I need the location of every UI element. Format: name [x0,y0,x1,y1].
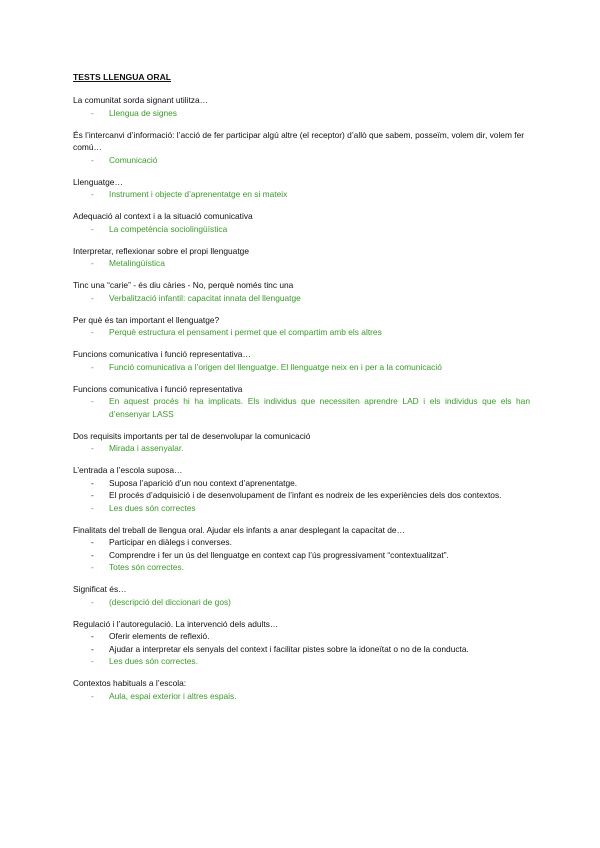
answer-correct [73,395,530,420]
question-block [73,94,530,119]
answer-option [73,489,530,502]
question-text: Contextos habituals a l’escola: [73,678,187,688]
bullet-dash: - [91,477,94,488]
bullet-dash: - [91,154,94,165]
question-text: La comunitat sorda signant utilitza… [73,95,209,105]
answer-correct [73,561,530,574]
answer-text: Participar en diàlegs i converses. [109,537,232,547]
question-text: És l’intercanvi d’informació: l’acció de fer participar algú altre (el receptor) d’allò que sabem, posseïm, volem dir, volem fer comú… [73,129,525,152]
question-text: Significat és… [73,584,127,594]
answer-correct [73,442,530,455]
question-block [73,210,530,235]
question-text: L’entrada a l’escola suposa… [73,465,183,475]
answer-correct [73,655,530,668]
question-block [73,348,530,373]
question-block [73,129,530,167]
answer-text: Comunicació [109,154,158,165]
answer-text: Metalingüística [109,258,165,268]
question-text: Regulació i l’autoregulació. La intervenció dels adults… [73,618,279,629]
bullet-dash: - [91,258,94,268]
answer-text: Les dues són correctes [109,502,196,513]
answer-text: Oferir elements de reflexió. [109,631,210,641]
answer-correct [73,361,530,374]
bullet-dash: - [91,562,94,572]
answer-text: Funció comunicativa a l’origen del llenguatge. El llenguatge neix en i per a la comunicació [109,361,442,372]
bullet-dash: - [91,189,94,199]
answer-text: Mirada i assenyalar. [109,443,184,453]
question-block [73,524,530,574]
answer-text: Les dues són correctes. [109,656,198,666]
answer-option [73,630,530,643]
answer-text: Llengua de signes [109,107,177,118]
question-text: Finalitats del treball de llengua oral. Ajudar els infants a anar desplegant la capacitat de… [73,524,405,535]
answer-text: Comprendre i fer un ús del llenguatge en context cap l’ús progressivament “contextualitzat”. [109,549,449,560]
answer-correct [73,596,530,609]
answer-text: Instrument i objecte d’aprenentatge en si mateix [109,189,288,199]
question-block [73,677,530,702]
question-block [73,176,530,201]
answer-option [73,536,530,549]
question-text: Tinc una “carie” - és diu càries - No, perquè només tinc una [73,280,294,290]
bullet-dash: - [91,596,94,607]
document-content [73,72,530,712]
bullet-dash: - [91,396,94,406]
question-block [73,430,530,455]
bullet-dash: - [91,327,94,337]
answer-text: Verbalització infantil: capacitat innata del llenguatge [109,292,301,303]
answer-correct [73,292,530,305]
answer-correct [73,502,530,515]
answer-option [73,477,530,490]
bullet-dash: - [91,292,94,303]
question-block [73,383,530,421]
answer-text: Ajudar a interpretar els senyals del context i facilitar pistes sobre la idoneïtat o no de la conducta. [109,643,469,654]
bullet-dash: - [91,107,94,118]
answer-correct [73,257,530,270]
answer-correct [73,107,530,120]
question-block [73,464,530,514]
question-text: Per què és tan important el llenguatge? [73,314,220,325]
bullet-dash: - [91,490,94,500]
answer-correct [73,690,530,703]
question-block [73,245,530,270]
answer-text: El procés d’adquisició i de desenvolupament de l’infant es nodreix de les experiències dels dos contextos. [109,490,502,500]
bullet-dash: - [91,549,94,560]
question-text: Interpretar, reflexionar sobre el propi llenguatge [73,245,249,256]
answer-correct [73,326,530,339]
answer-correct [73,223,530,236]
bullet-dash: - [91,656,94,666]
bullet-dash: - [91,361,94,372]
answer-correct [73,188,530,201]
bullet-dash: - [91,502,94,513]
answer-text: Perquè estructura el pensament i permet que el compartim amb els altres [109,327,382,337]
question-text: Dos requisits importants per tal de desenvolupar la comunicació [73,430,311,441]
answer-text: (descripció del diccionari de gos) [109,596,231,607]
answer-option [73,643,530,656]
question-block [73,314,530,339]
answer-text: La competència sociolingüística [109,223,228,234]
bullet-dash: - [91,643,94,654]
bullet-dash: - [91,443,94,453]
answer-text: Suposa l’aparició d’un nou context d’aprenentatge. [109,477,298,488]
question-text: Llenguatge… [73,176,123,187]
bullet-dash: - [91,223,94,234]
question-text: Adequació al context i a la situació comunicativa [73,211,253,221]
question-text: Funcions comunicativa i funció representativa… [73,349,251,359]
question-text: Funcions comunicativa i funció representativa [73,383,243,394]
bullet-dash: - [91,631,94,641]
answer-option [73,549,530,562]
document-title: TESTS LLENGUA ORAL [73,72,172,82]
question-block [73,618,530,668]
answer-text: En aquest procés hi ha implicats. Els individus que necessiten aprendre LAD i els individus que els han d’ensenyar LASS [109,396,530,419]
question-block [73,583,530,608]
bullet-dash: - [91,690,94,701]
answer-text: Aula, espai exterior i altres espais. [109,690,237,701]
answer-text: Totes són correctes. [109,562,184,572]
bullet-dash: - [91,537,94,547]
question-block [73,279,530,304]
answer-correct [73,154,530,167]
question-list [73,94,530,702]
